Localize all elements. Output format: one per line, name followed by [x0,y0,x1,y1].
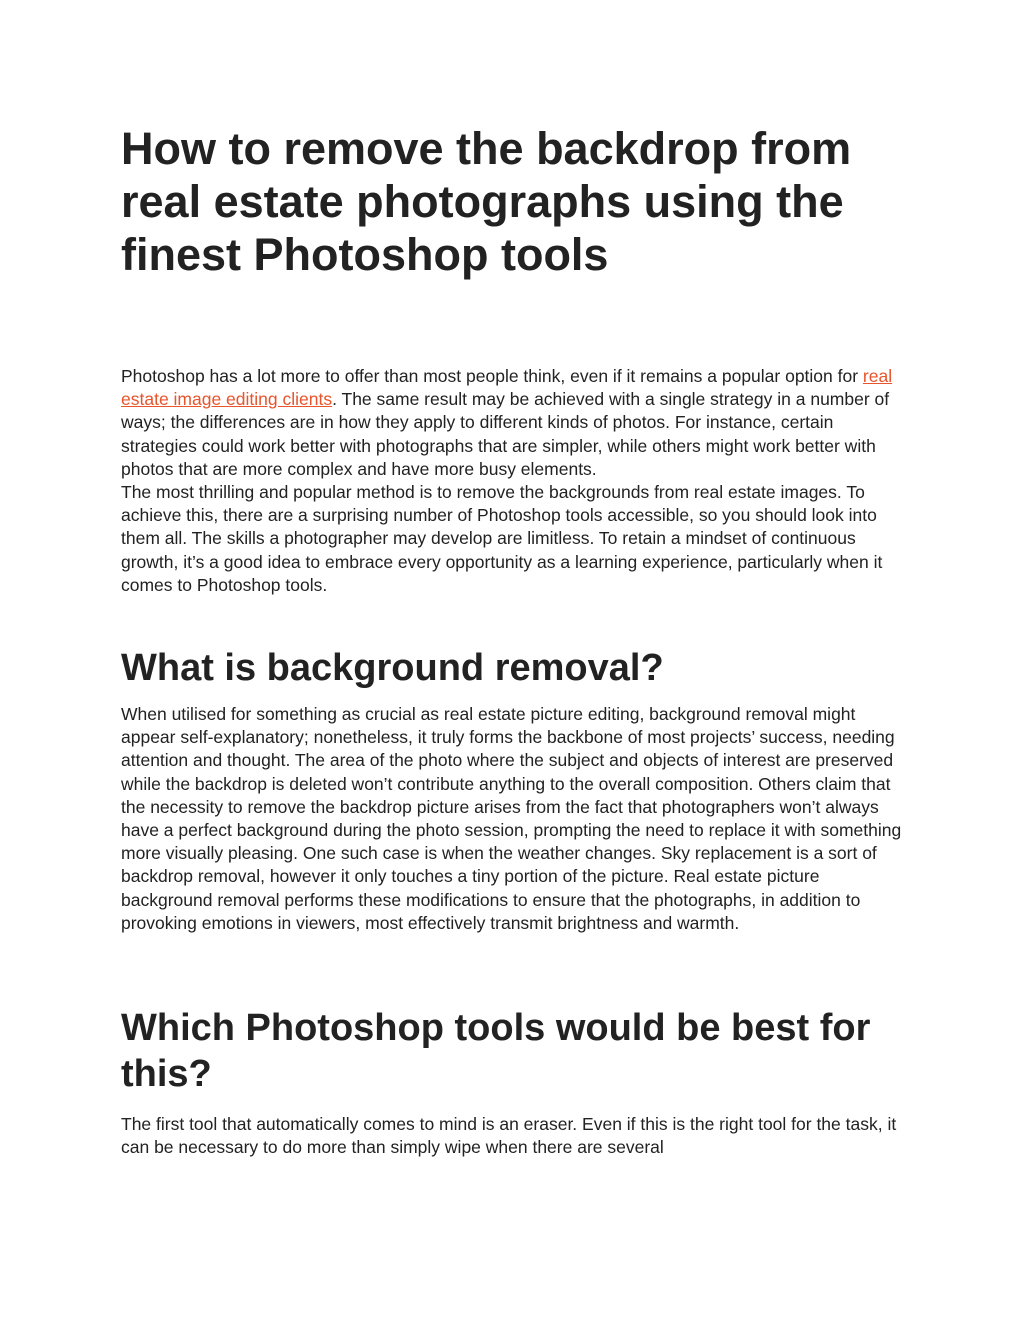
intro-paragraph [121,365,911,481]
intro-section [121,365,911,597]
real-estate-image-editing-link[interactable]: real estate image editing clients [121,366,893,410]
intro-paragraph-2: The most thrilling and popular method is to remove the backgrounds from real estate images. To achieve this, there are a surprising number of Photoshop tools accessible, so you should look into them all. The skills a photographer may develop are limitless. To retain a mindset of continuous growth, it’s a good idea to embrace every opportunity as a learning experience, particularly when it comes to Photoshop tools. [121,482,883,595]
background-removal-paragraph: When utilised for something as crucial as real estate picture editing, background removal might appear self-explanatory; nonetheless, it truly forms the backbone of most projects’ success, needing attention and thought. The area of the photo where the subject and objects of interest are preserved while the backdrop is deleted won’t contribute anything to the overall composition. Others claim that the necessity to remove the backdrop picture arises from the fact that photographers won’t always have a perfect background during the photo session, prompting the need to replace it with something more visually pleasing. One such case is when the weather changes. Sky replacement is a sort of backdrop removal, however it only touches a tiny portion of the picture. Real estate picture background removal performs these modifications to ensure that the photographs, in addition to provoking emotions in viewers, most effectively transmit brightness and warmth. [121,704,902,933]
intro-text-after-link: . The same result may be achieved with a single strategy in a number of ways; the differences are in how they apply to different kinds of photos. For instance, certain strategies could work better with photographs that are simpler, while others might work better with photos that are more complex and have more busy elements. [121,389,890,479]
section-heading-background-removal: What is background removal? [121,647,664,689]
section-photoshop-tools [121,1005,911,1097]
section-photoshop-tools-body [121,1113,911,1159]
page-title: How to remove the backdrop from real estate photographs using the finest Photoshop tools [121,123,852,280]
section-background-removal [121,645,911,691]
intro-text-before-link: Photoshop has a lot more to offer than most people think, even if it remains a popular option for [121,366,863,386]
section-heading-photoshop-tools: Which Photoshop tools would be best for this? [121,1007,871,1095]
section-background-removal-body [121,703,911,935]
photoshop-tools-paragraph: The first tool that automatically comes to mind is an eraser. Even if this is the right tool for the task, it can be necessary to do more than simply wipe when there are several [121,1114,897,1158]
